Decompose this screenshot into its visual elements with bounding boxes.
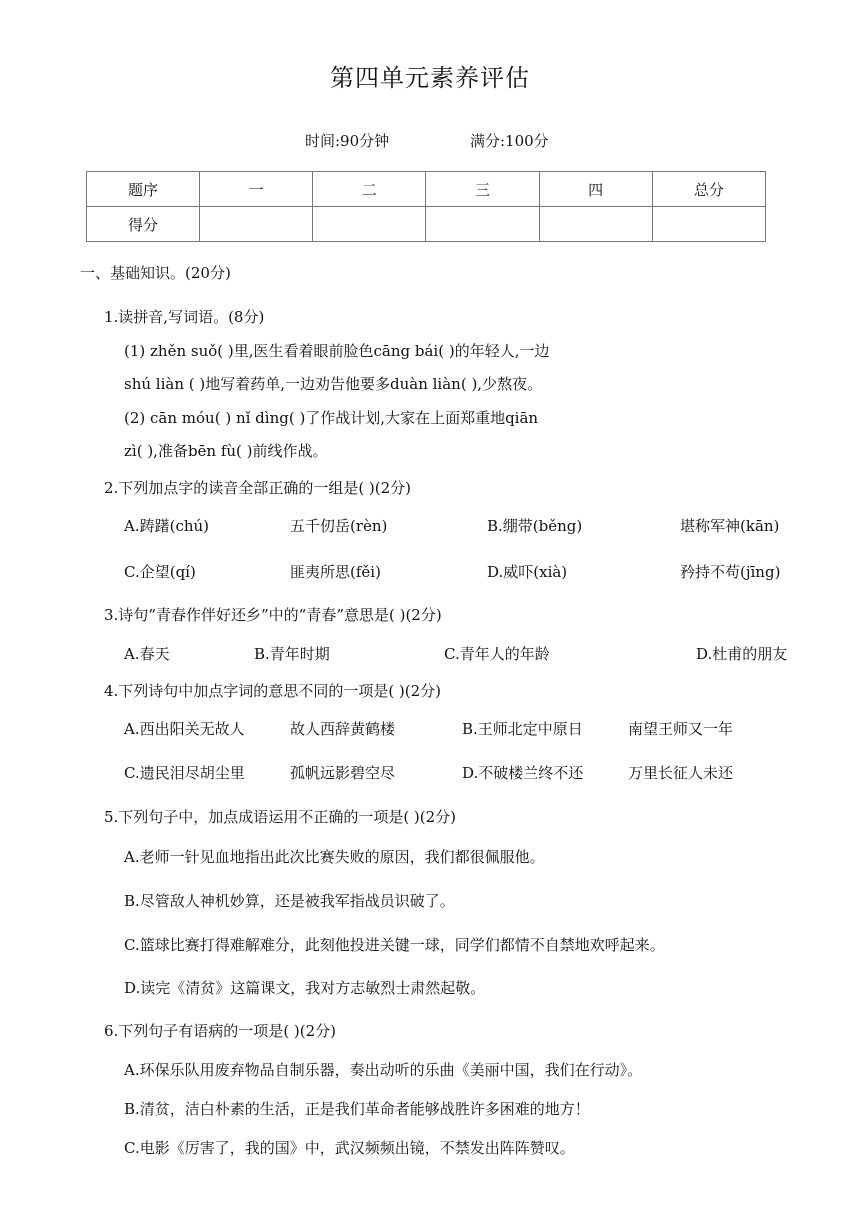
score-table xyxy=(86,171,766,242)
option-b: B.清贫，洁白朴素的生活，正是我们革命者能够战胜许多困难的地方！ xyxy=(124,1100,590,1118)
option-c: C.青年人的年龄 xyxy=(444,645,550,663)
table-cell: 三 xyxy=(426,172,539,207)
option-a: A.踌躇(chú) xyxy=(124,517,210,535)
option-b: 堪称军神(kān) xyxy=(680,517,780,535)
score-input-cell[interactable] xyxy=(200,207,313,242)
option-b: 南望王师又一年 xyxy=(628,720,734,738)
score-input-cell[interactable] xyxy=(426,207,539,242)
table-cell: 得分 xyxy=(87,207,200,242)
question-1-line: (2) cān móu( ) nǐ dìng( )了作战计划,大家在上面郑重地qiān xyxy=(124,409,539,427)
question-3-stem: 3.诗句“青春作伴好还乡”中的“青春”意思是( )(2分) xyxy=(104,606,442,624)
score-table-header-row xyxy=(87,172,766,207)
table-cell: 题序 xyxy=(87,172,200,207)
table-cell: 一 xyxy=(200,172,313,207)
question-1-line: shú liàn ( )地写着药单,一边劝告他要多duàn liàn( ),少熬夜。 xyxy=(124,375,543,393)
option-d: 万里长征人未还 xyxy=(628,764,734,782)
score-input-cell[interactable] xyxy=(539,207,652,242)
full-score: 满分:100分 xyxy=(470,132,549,150)
option-c: C.电影《厉害了，我的国》中，武汉频频出镜，不禁发出阵阵赞叹。 xyxy=(124,1139,575,1157)
option-d: D.杜甫的朋友 xyxy=(696,645,788,663)
option-b: B.尽管敌人神机妙算，还是被我军指战员识破了。 xyxy=(124,892,455,910)
question-6-stem: 6.下列句子有语病的一项是( )(2分) xyxy=(104,1022,337,1040)
option-c: C.遗民泪尽胡尘里 xyxy=(124,764,245,782)
section-heading: 一、基础知识。(20分) xyxy=(80,264,231,282)
question-1-line: (1) zhěn suǒ( )里,医生看着眼前脸色cāng bái( )的年轻人,一边 xyxy=(124,342,550,360)
option-a: A.西出阳关无故人 xyxy=(124,720,245,738)
option-c: C.企望(qí) xyxy=(124,563,196,581)
option-b: B.绷带(běng) xyxy=(487,517,583,535)
question-1-line: zì( ),准备bēn fù( )前线作战。 xyxy=(124,442,328,460)
score-input-cell[interactable] xyxy=(313,207,426,242)
exam-time: 时间:90分钟 xyxy=(305,132,390,150)
option-d: D.不破楼兰终不还 xyxy=(462,764,584,782)
option-c: 匪夷所思(fěi) xyxy=(290,563,381,581)
option-b: B.王师北定中原日 xyxy=(462,720,583,738)
option-c: C.篮球比赛打得难解难分，此刻他投进关键一球，同学们都情不自禁地欢呼起来。 xyxy=(124,936,665,954)
question-1-stem: 1.读拼音,写词语。(8分) xyxy=(104,308,265,326)
option-a: 故人西辞黄鹤楼 xyxy=(290,720,396,738)
score-table-score-row xyxy=(87,207,766,242)
question-5-stem: 5.下列句子中，加点成语运用不正确的一项是( )(2分) xyxy=(104,808,457,826)
page-title: 第四单元素养评估 xyxy=(330,64,530,92)
option-d: 矜持不苟(jīng) xyxy=(680,563,781,581)
option-a: A.环保乐队用废弃物品自制乐器，奏出动听的乐曲《美丽中国，我们在行动》。 xyxy=(124,1061,643,1079)
table-cell: 总分 xyxy=(652,172,765,207)
option-b: B.青年时期 xyxy=(254,645,330,663)
score-input-cell[interactable] xyxy=(652,207,765,242)
option-a: A.春天 xyxy=(124,645,170,663)
table-cell: 二 xyxy=(313,172,426,207)
question-4-stem: 4.下列诗句中加点字词的意思不同的一项是( )(2分) xyxy=(104,682,442,700)
option-a: 五千仞岳(rèn) xyxy=(290,517,388,535)
option-d: D.威吓(xià) xyxy=(487,563,568,581)
option-c: 孤帆远影碧空尽 xyxy=(290,764,396,782)
table-cell: 四 xyxy=(539,172,652,207)
question-2-stem: 2.下列加点字的读音全部正确的一组是( )(2分) xyxy=(104,479,412,497)
option-a: A.老师一针见血地指出此次比赛失败的原因，我们都很佩服他。 xyxy=(124,848,545,866)
option-d: D.读完《清贫》这篇课文，我对方志敏烈士肃然起敬。 xyxy=(124,979,486,997)
